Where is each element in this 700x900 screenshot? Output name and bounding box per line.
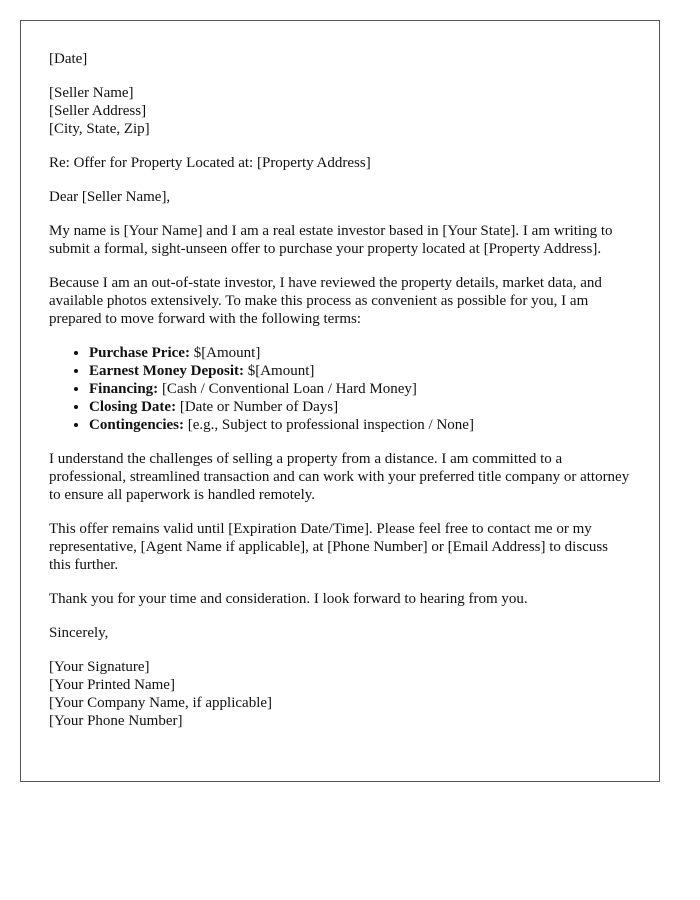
thanks-paragraph: Thank you for your time and consideration. I look forward to hearing from you. [49,591,528,607]
validity-paragraph: This offer remains valid until [Expiration Date/Time]. Please feel free to contact me or my representative, [Agent Name if applicable], at [Phone Number] or [Email Address] to discuss this further. [49,521,608,573]
term-item [89,362,631,380]
offer-terms-list [49,344,631,434]
signature-line: [Your Signature] [49,659,150,675]
term-value: [Cash / Conventional Loan / Hard Money] [158,381,417,397]
challenges-paragraph: I understand the challenges of selling a property from a distance. I am committed to a professional, streamlined transaction and can work with your preferred title company or attorney to ensure all paperwork is handled remotely. [49,451,630,503]
term-item [89,344,631,362]
term-value: [e.g., Subject to professional inspection / None] [184,417,474,433]
term-label: Earnest Money Deposit: [89,363,244,379]
term-value: $[Amount] [243,363,315,379]
review-paragraph: Because I am an out-of-state investor, I have reviewed the property details, market data, and available photos extensively. To make this process as convenient as possible for you, I am prepared to move forward with the following terms: [49,275,602,327]
term-label: Financing: [89,381,159,397]
term-item [89,380,631,398]
term-label: Closing Date: [89,399,177,415]
term-value: $[Amount] [189,345,261,361]
term-label: Purchase Price: [89,345,190,361]
term-item [89,416,631,434]
seller-address-block [49,84,631,138]
phone-number-line: [Your Phone Number] [49,713,183,729]
printed-name-line: [Your Printed Name] [49,677,175,693]
intro-paragraph: My name is [Your Name] and I am a real estate investor based in [Your State]. I am writing to submit a formal, sight-unseen offer to purchase your property located at [Property Address]. [49,223,613,257]
signature-block [49,658,631,730]
letter-page [20,20,660,782]
seller-city-state-zip: [City, State, Zip] [49,121,150,137]
salutation: Dear [Seller Name], [49,189,171,205]
letter-date: [Date] [49,51,88,67]
subject-line: Re: Offer for Property Located at: [Property Address] [49,155,371,171]
company-name-line: [Your Company Name, if applicable] [49,695,273,711]
seller-address: [Seller Address] [49,103,147,119]
closing-line: Sincerely, [49,625,109,641]
seller-name: [Seller Name] [49,85,134,101]
term-label: Contingencies: [89,417,184,433]
term-item [89,398,631,416]
term-value: [Date or Number of Days] [176,399,339,415]
